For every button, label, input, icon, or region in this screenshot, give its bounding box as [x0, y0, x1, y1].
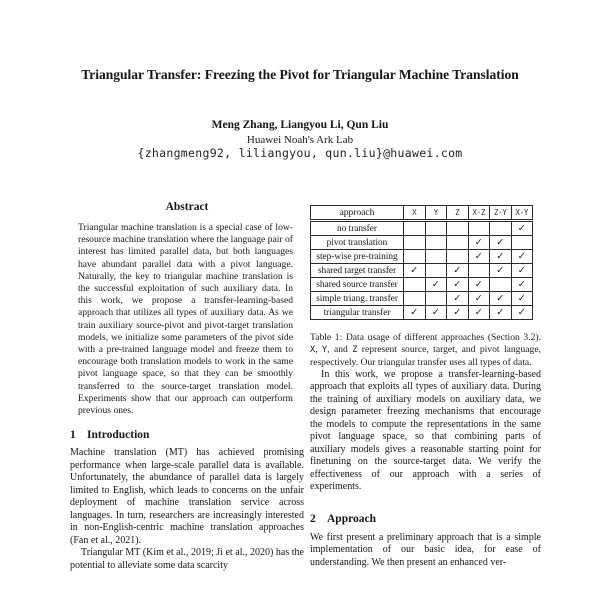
checkmark-cell: ✓	[468, 236, 490, 250]
left-column	[70, 200, 304, 600]
approach-cell: shared target transfer	[311, 264, 404, 278]
empty-cell	[425, 264, 447, 278]
caption-text: represent source, target, and pivot language, respectively. Our triangular transfer uses all types of data.	[310, 343, 541, 368]
approach-cell: triangular transfer	[311, 306, 404, 320]
empty-cell	[404, 221, 426, 236]
empty-cell	[404, 236, 426, 250]
abstract-heading: Abstract	[165, 201, 209, 213]
column-header: Z-Y	[490, 206, 512, 221]
empty-cell	[511, 236, 533, 250]
paper-title: Triangular Transfer: Freezing the Pivot for Triangular Machine Translation	[81, 67, 519, 82]
table-caption	[310, 332, 541, 369]
column-header: Y	[425, 206, 447, 221]
empty-cell	[425, 236, 447, 250]
empty-cell	[425, 292, 447, 306]
table-row	[311, 278, 533, 292]
checkmark-cell: ✓	[468, 250, 490, 264]
abstract-body: Triangular machine translation is a special case of low-resource machine translation where the language pair of interest has limited parallel data, but both languages have abundant parallel data with a pivot language. Naturally, the key to triangular machine translation is the successful exploitation of such auxiliary data. In this work, we propose a transfer-learning-based approach that utilizes all types of auxiliary data. As we train auxiliary source-pivot and pivot-target translation models, we initialize some parameters of the pivot side with a pre-trained language model and freeze them to encourage both translation models to work in the same pivot language space, so that they can be smoothly transferred to the source-target translation model. Experiments show that our approach can outperform previous ones.	[78, 222, 293, 417]
approach-cell: no transfer	[311, 221, 404, 236]
caption-text: , and	[327, 343, 353, 355]
paper-emails: {zhangmeng92, liliangyou, qun.liu}@huawei.com	[137, 146, 463, 160]
approach-cell: simple triang. transfer	[311, 292, 404, 306]
checkmark-cell: ✓	[468, 292, 490, 306]
table-row	[311, 236, 533, 250]
section-number: 1	[70, 429, 76, 442]
empty-cell	[468, 221, 490, 236]
right-paragraph-2: We first present a preliminary approach that is a simple implementation of our basic idea, for ease of understanding. We then present an enhanced ver-	[310, 531, 541, 568]
checkmark-cell: ✓	[447, 292, 469, 306]
paper-affiliation: Huawei Noah's Ark Lab	[246, 133, 354, 146]
table-header	[311, 206, 533, 221]
checkmark-cell: ✓	[511, 278, 533, 292]
approach-cell: pivot translation	[311, 236, 404, 250]
checkmark-cell: ✓	[490, 250, 512, 264]
column-header: Z	[447, 206, 469, 221]
section-heading-introduction	[70, 429, 304, 441]
checkmark-cell: ✓	[490, 292, 512, 306]
empty-cell	[425, 250, 447, 264]
data-usage-table	[310, 205, 533, 320]
section-label: Approach	[327, 512, 376, 525]
checkmark-cell: ✓	[511, 264, 533, 278]
checkmark-cell: ✓	[404, 264, 426, 278]
caption-variable: Y	[321, 344, 328, 355]
table-row	[311, 292, 533, 306]
column-header: X-Y	[511, 206, 533, 221]
empty-cell	[447, 221, 469, 236]
section-label: Introduction	[87, 429, 150, 442]
intro-paragraph-2: Triangular MT (Kim et al., 2019; Ji et al., 2020) has the potential to alleviate some data scarcity	[70, 547, 304, 571]
checkmark-cell: ✓	[490, 236, 512, 250]
right-column	[310, 200, 541, 600]
table-row	[311, 264, 533, 278]
caption-text: Table 1: Data usage of different approaches (Section 3.2).	[310, 332, 541, 343]
checkmark-cell: ✓	[425, 306, 447, 320]
caption-variable: X	[310, 344, 316, 355]
checkmark-cell: ✓	[511, 221, 533, 236]
right-paragraph-1: In this work, we propose a transfer-learning-based approach that exploits all types of auxiliary data. During the training of auxiliary models on auxiliary data, we design parameter freezing mechanisms that encourage the models to compute the representations in the same pivot language space, so that combining parts of auxiliary models gives a reasonable starting point for finetuning on the source-target data. We verify the effectiveness of our approach with a series of experiments.	[310, 368, 541, 493]
checkmark-cell: ✓	[511, 306, 533, 320]
intro-paragraph-1: Machine translation (MT) has achieved promising performance when large-scale parallel data is available. Unfortunately, the abundance of parallel data is largely limited to English, which leads to concerns on the unfair deployment of machine translation service across languages. In turn, researchers are increasingly interested in non-English-centric machine translation approaches (Fan et al., 2021).	[70, 447, 304, 546]
checkmark-cell: ✓	[404, 306, 426, 320]
approach-cell: step-wise pre-training	[311, 250, 404, 264]
caption-variable: Z	[352, 344, 358, 355]
empty-cell	[404, 292, 426, 306]
table-row	[311, 306, 533, 320]
checkmark-cell: ✓	[447, 306, 469, 320]
approach-cell: shared source transfer	[311, 278, 404, 292]
table-body	[311, 221, 533, 320]
table-row	[311, 250, 533, 264]
column-header: X-Z	[468, 206, 490, 221]
table-row	[311, 221, 533, 236]
empty-cell	[425, 221, 447, 236]
checkmark-cell: ✓	[425, 278, 447, 292]
checkmark-cell: ✓	[490, 264, 512, 278]
section-number: 2	[310, 512, 316, 525]
empty-cell	[490, 278, 512, 292]
empty-cell	[447, 250, 469, 264]
empty-cell	[490, 221, 512, 236]
column-header: X	[404, 206, 426, 221]
checkmark-cell: ✓	[447, 264, 469, 278]
checkmark-cell: ✓	[511, 292, 533, 306]
checkmark-cell: ✓	[511, 250, 533, 264]
caption-text: ,	[315, 343, 322, 355]
column-header-approach: approach	[311, 206, 404, 221]
empty-cell	[404, 250, 426, 264]
checkmark-cell: ✓	[490, 306, 512, 320]
empty-cell	[447, 236, 469, 250]
checkmark-cell: ✓	[468, 306, 490, 320]
paper-authors: Meng Zhang, Liangyou Li, Qun Liu	[211, 119, 389, 131]
checkmark-cell: ✓	[468, 278, 490, 292]
checkmark-cell: ✓	[447, 278, 469, 292]
empty-cell	[468, 264, 490, 278]
section-heading-approach	[310, 513, 541, 525]
empty-cell	[404, 278, 426, 292]
